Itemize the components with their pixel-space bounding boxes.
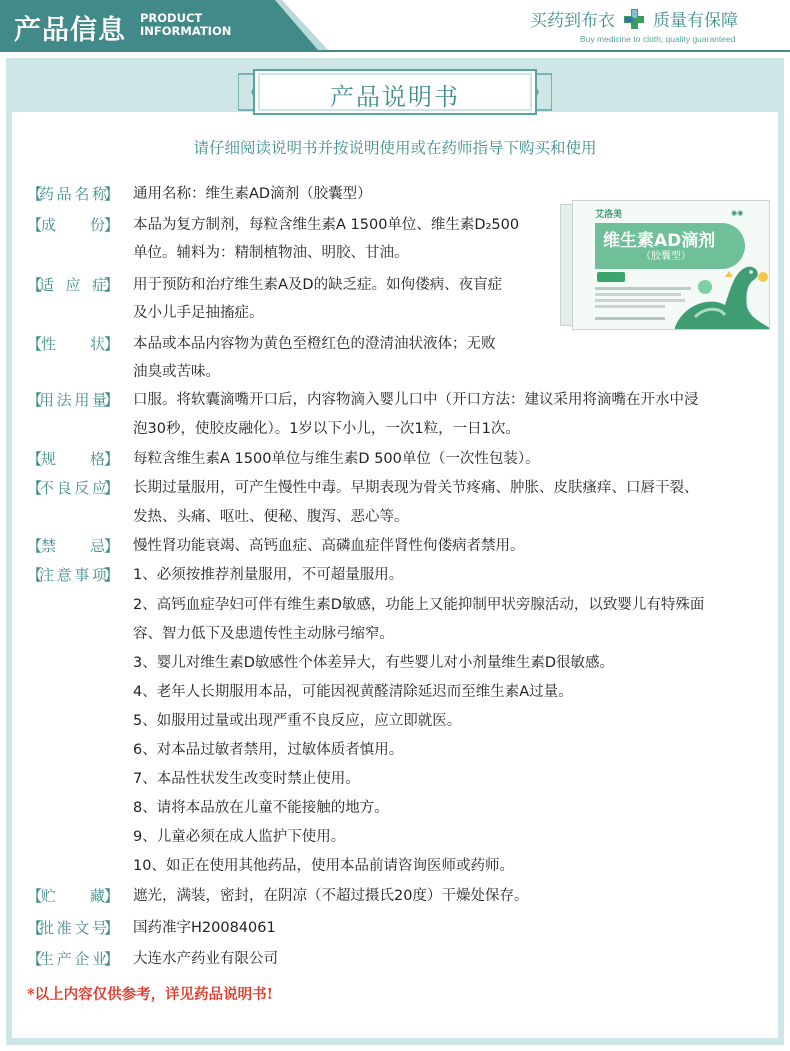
dinosaur-illustration-icon	[665, 257, 770, 330]
box-title: 维生素AD滴剂	[603, 231, 716, 251]
field-value: 大连水产药业有限公司	[133, 951, 278, 967]
field-value: 本品为复方制剂，每粒含维生素A 1500单位、维生素D₂500	[133, 217, 520, 233]
field-label: 【 规 格 】	[27, 450, 119, 468]
field-value: 用于预防和治疗维生素A及D的缺乏症。如佝偻病、夜盲症	[133, 277, 503, 293]
field-value: 单位。辅料为：精制植物油、明胶、甘油。	[133, 245, 409, 261]
list-item: 2、高钙血症孕妇可伴有维生素D敏感，功能上又能抑制甲状旁腺活动，以致婴儿有特殊面	[133, 597, 705, 613]
field-label: 【 成 份 】	[27, 216, 119, 234]
list-item: 6、对本品过敏者禁用，过敏体质者慎用。	[133, 742, 404, 758]
field-value: 国药准字H20084061	[133, 920, 276, 936]
field-value: 泡30秒，使胶皮融化）。1岁以下小儿，一次1粒，一日1次。	[133, 421, 520, 437]
list-item: 9、儿童必须在成人监护下使用。	[133, 829, 346, 845]
slogan-left: 买药到布衣	[530, 11, 615, 31]
field-value: 长期过量服用，可产生慢性中毒。早期表现为骨关节疼痛、肿胀、皮肤瘙痒、口唇干裂、	[133, 480, 699, 496]
slogan	[530, 6, 786, 44]
header-english-title: PRODUCT INFORMATION	[140, 11, 232, 38]
box-front	[572, 200, 770, 330]
field-value: 慢性肾功能衰竭、高钙血症、高磷血症伴肾性佝偻病者禁用。	[133, 538, 525, 554]
slogan-right: 质量有保障	[653, 11, 738, 31]
header-rule	[0, 50, 790, 52]
box-brand: 艾洛美	[595, 210, 623, 220]
field-value: 1、必须按推荐剂量服用，不可超量服用。	[133, 567, 404, 583]
slogan-english: Buy medicine to cloth, quality guaranteed	[580, 34, 736, 44]
list-item: 容、智力低下及患遗传性主动脉弓缩窄。	[133, 626, 394, 642]
field-value: 及小儿手足抽搐症。	[133, 305, 264, 321]
field-label: 【 适 应 症 】	[27, 276, 119, 294]
medical-cross-icon	[623, 8, 645, 30]
field-label: 【 性 状 】	[27, 335, 119, 353]
list-item: 3、婴儿对维生素D敏感性个体差异大，有些婴儿对小剂量维生素D很敏感。	[133, 655, 615, 671]
list-item: 4、老年人长期服用本品，可能因视黄醛清除延迟而至维生素A过量。	[133, 684, 573, 700]
section-ribbon	[238, 66, 552, 118]
box-tag	[597, 272, 625, 282]
field-label: 【 注 意 事 项 】	[27, 566, 119, 584]
header-title: 产品信息	[14, 15, 126, 46]
field-value: 口服。将软囊滴嘴开口后，内容物滴入婴儿口中（开口方法：建议采用将滴嘴在开水中浸	[133, 392, 699, 408]
box-logo-icon: ◉◉	[731, 209, 744, 217]
page-header	[0, 0, 790, 52]
field-value: 油臭或苦味。	[133, 364, 220, 380]
field-value: 本品或本品内容物为黄色至橙红色的澄清油状液体；无败	[133, 336, 496, 352]
box-subtitle: （胶囊型）	[641, 251, 691, 262]
field-value: 通用名称：维生素AD滴剂（胶囊型）	[133, 186, 372, 202]
list-item: 5、如服用过量或出现严重不良反应，应立即就医。	[133, 713, 462, 729]
field-label: 【 用 法 用 量 】	[27, 391, 119, 409]
list-item: 7、本品性状发生改变时禁止使用。	[133, 771, 360, 787]
product-box-image	[560, 200, 770, 330]
list-item: 10、如正在使用其他药品，使用本品前请咨询医师或药师。	[133, 858, 514, 874]
field-value: 发热、头痛、呕吐、便秘、腹泻、恶心等。	[133, 509, 409, 525]
field-label: 【 不 良 反 应 】	[27, 479, 119, 497]
field-value: 每粒含维生素A 1500单位与维生素D 500单位（一次性包装）。	[133, 451, 540, 467]
section-title: 产品说明书	[330, 83, 460, 111]
reading-notice: 请仔细阅读说明书并按说明使用或在药师指导下购买和使用	[193, 139, 597, 157]
list-item: 8、请将本品放在儿童不能接触的地方。	[133, 800, 389, 816]
field-label: 【 贮 藏 】	[27, 887, 119, 905]
field-label: 【 生 产 企 业 】	[27, 950, 119, 968]
field-label: 【 药 品 名 称 】	[27, 185, 119, 203]
box-fine-print	[595, 305, 665, 308]
field-label: 【 禁 忌 】	[27, 537, 119, 555]
box-maker-line	[595, 317, 665, 320]
field-label: 【 批 准 文 号 】	[27, 919, 119, 937]
disclaimer-note: *以上内容仅供参考，详见药品说明书!	[27, 986, 273, 1003]
field-value: 遮光，满装，密封，在阴凉（不超过摄氏20度）干燥处保存。	[133, 888, 529, 904]
